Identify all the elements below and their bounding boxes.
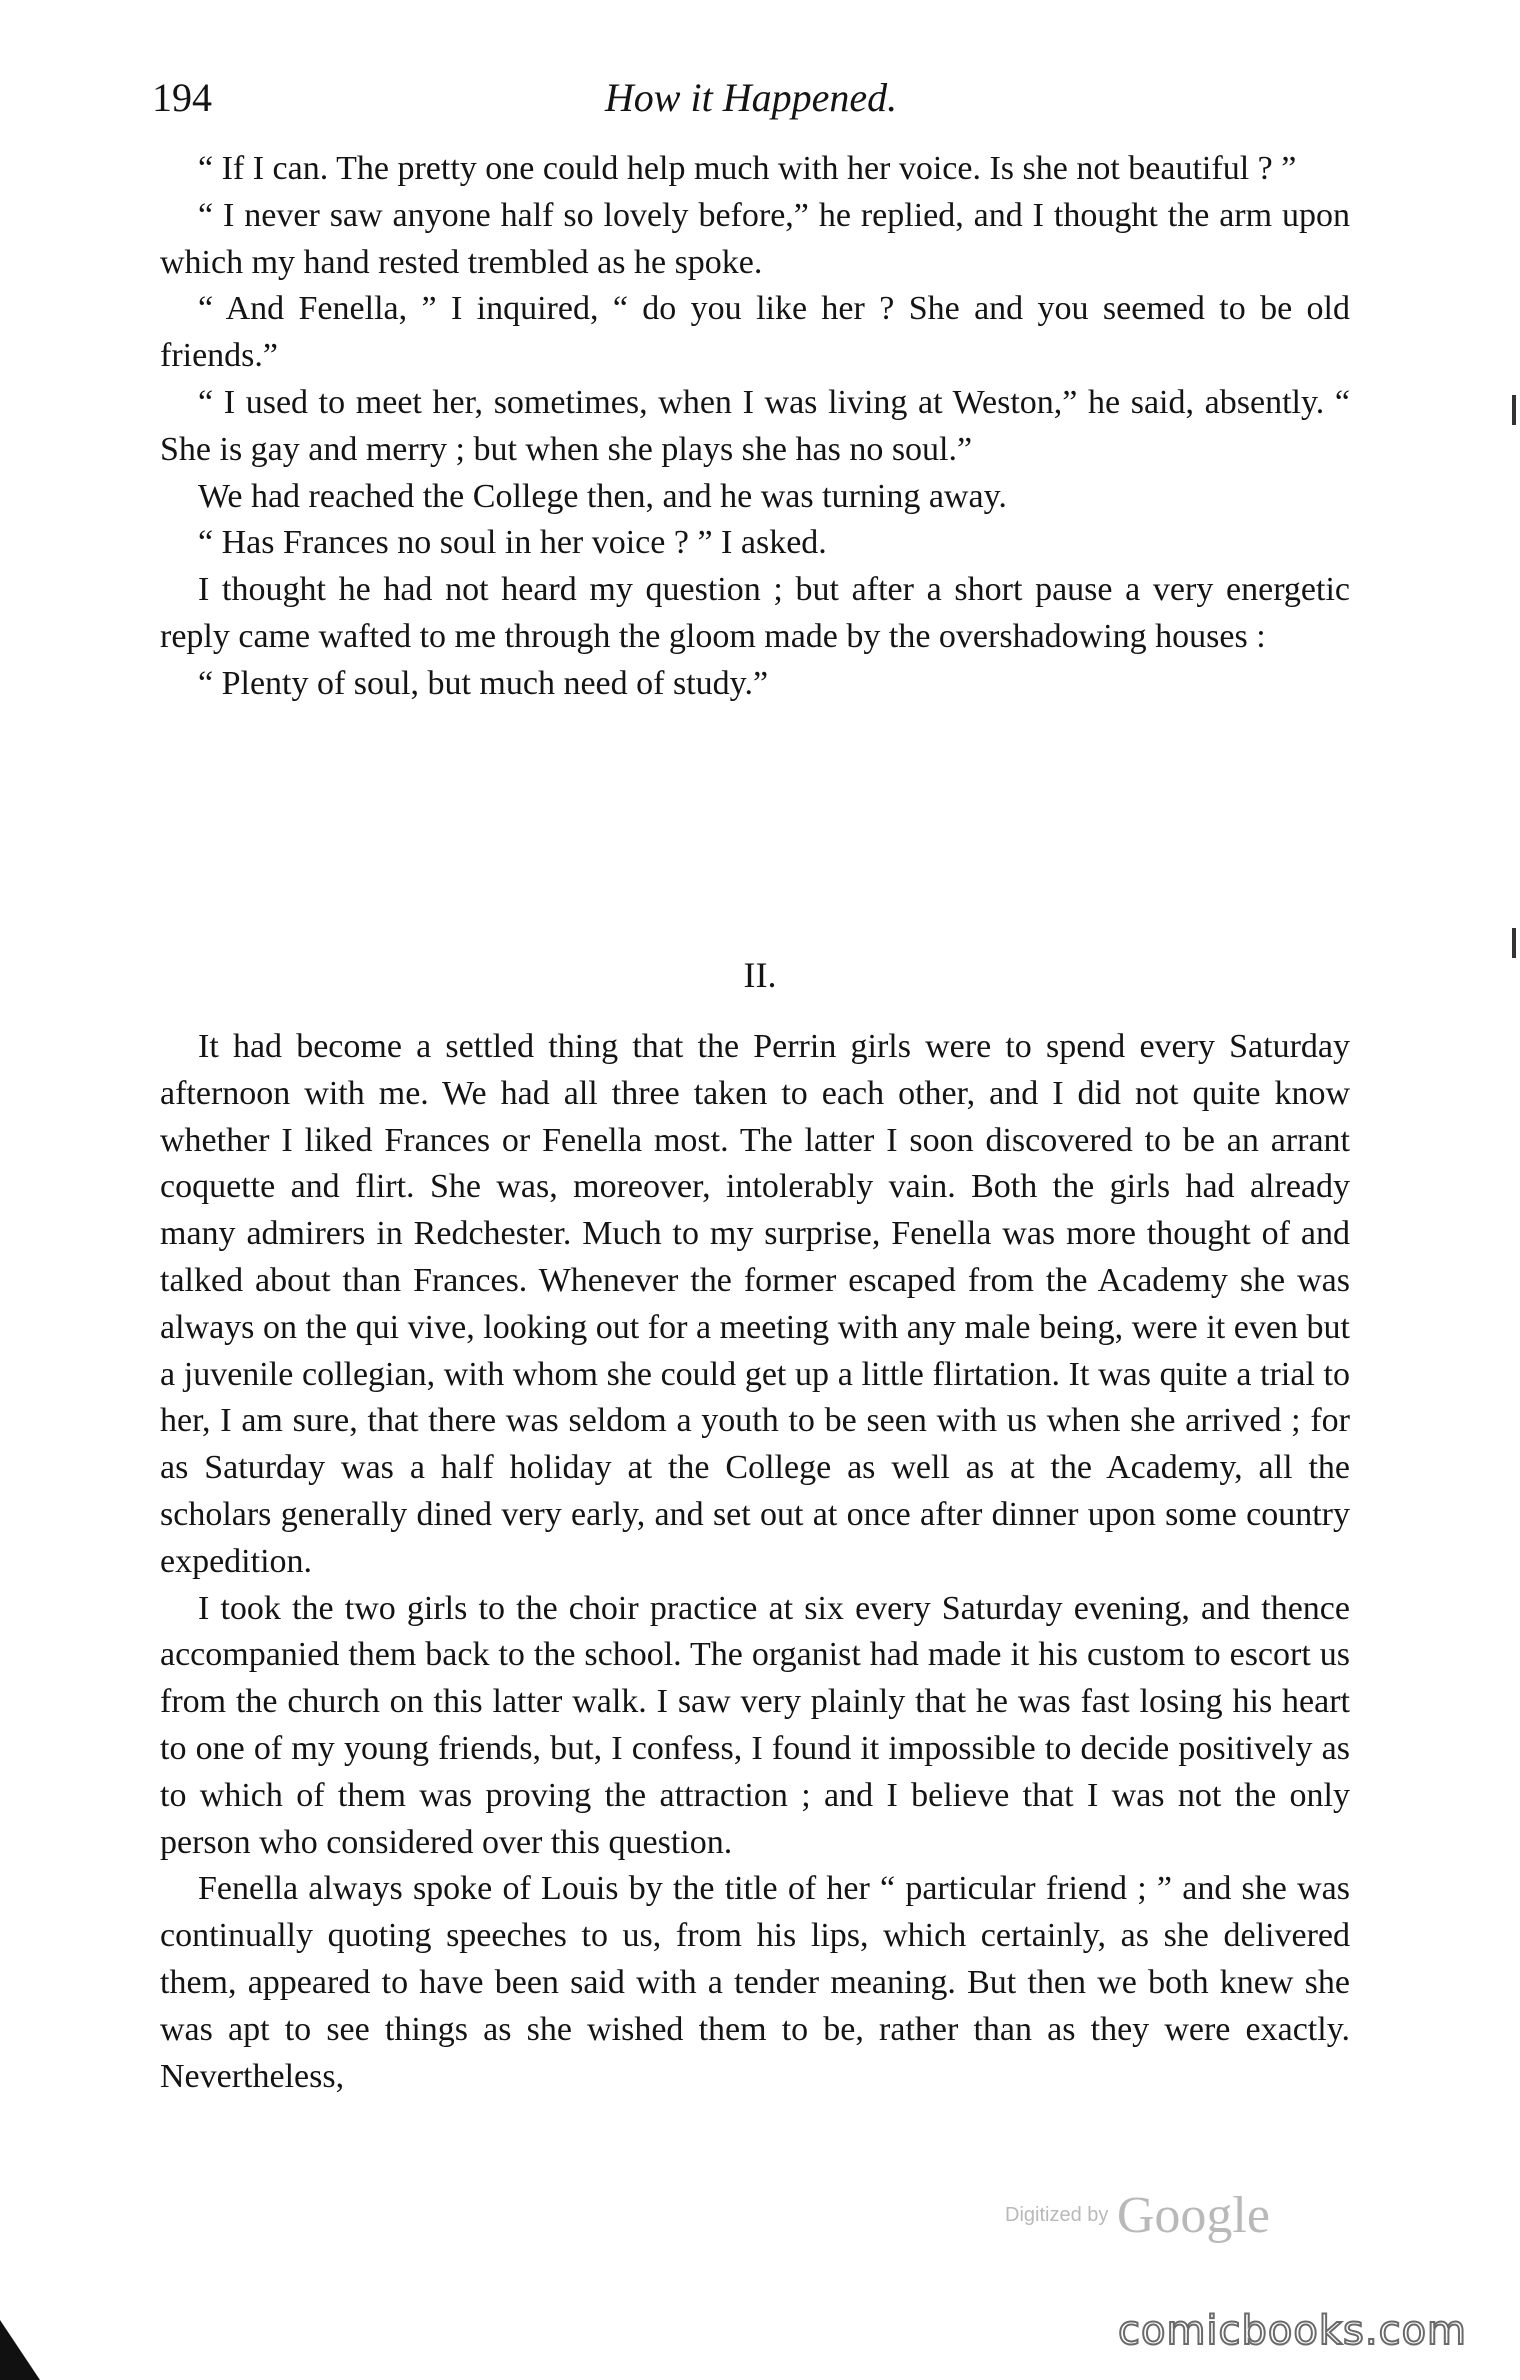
paragraph: “ I never saw anyone half so lovely before,” he replied, and I thought the arm upon which my hand rested trembled as he spoke. xyxy=(160,196,1350,281)
top-text-block xyxy=(160,146,1350,708)
paragraph: “ If I can. The pretty one could help much with her voice. Is she not beautiful ? ” xyxy=(198,150,1297,187)
page-corner-shadow xyxy=(0,2320,40,2380)
paragraph: It had become a settled thing that the Perrin girls were to spend every Saturday afternoon with me. We had all three taken to each other, and I did not quite know whether I liked Frances or Fenella most. The latter I soon discovered to be an arrant coquette and flirt. She was, moreover, intolerably vain. Both the girls had already many admirers in Redchester. Much to my surprise, Fenella was more thought of and talked about than Frances. Whenever the former escaped from the Academy she was always on the qui vive, looking out for a meeting with any male being, were it even but a juvenile collegian, with whom she could get up a little flirtation. It was quite a trial to her, I am sure, that there was seldom a youth to be seen with us when she arrived ; for as Saturday was a half holiday at the College as well as at the Academy, all the scholars generally dined very early, and set out at once after dinner upon some country expedition. xyxy=(160,1028,1350,1580)
site-watermark: comicbooks.com xyxy=(1118,2308,1468,2354)
paragraph: “ And Fenella, ” I inquired, “ do you like her ? She and you seemed to be old friends.” xyxy=(160,290,1350,375)
margin-scan-mark xyxy=(1512,928,1516,958)
google-watermark xyxy=(1005,2186,1270,2245)
paragraph: “ Has Frances no soul in her voice ? ” I asked. xyxy=(198,524,827,562)
running-title: How it Happened. xyxy=(604,75,898,120)
google-logo-text: Google xyxy=(1116,2187,1270,2244)
margin-scan-mark xyxy=(1512,395,1516,425)
paragraph: Fenella always spoke of Louis by the title of her “ particular friend ; ” and she was continually quoting speeches to us, from his lips, which certainly, as she delivered them, appeared to have been said with a tender meaning. But then we both knew she was apt to see things as she wished them to be, rather than as they were exactly. Nevertheless, xyxy=(160,1870,1350,2095)
paragraph: “ Plenty of soul, but much need of study.” xyxy=(198,664,769,702)
bottom-text-block xyxy=(160,1024,1350,2100)
page-number: 194 xyxy=(152,75,212,120)
paragraph: “ I used to meet her, sometimes, when I was living at Weston,” he said, absently. “ She is gay and merry ; but when she plays she has no soul.” xyxy=(160,383,1350,468)
section-heading: II. xyxy=(743,955,777,995)
digitized-by-text: Digitized by xyxy=(1005,2204,1109,2226)
page-header xyxy=(152,68,1350,128)
paragraph: I thought he had not heard my question ; but after a short pause a very energetic reply came wafted to me through the gloom made by the overshadowing houses : xyxy=(160,571,1350,655)
paragraph: I took the two girls to the choir practice at six every Saturday evening, and thence accompanied them back to the school. The organist had made it his custom to escort us from the church on this latter walk. I saw very plainly that he was fast losing his heart to one of my young friends, but, I confess, I found it impossible to decide positively as to which of them was proving the attraction ; and I believe that I was not the only person who considered over this question. xyxy=(160,1589,1350,1861)
paragraph: We had reached the College then, and he was turning away. xyxy=(198,477,1007,515)
